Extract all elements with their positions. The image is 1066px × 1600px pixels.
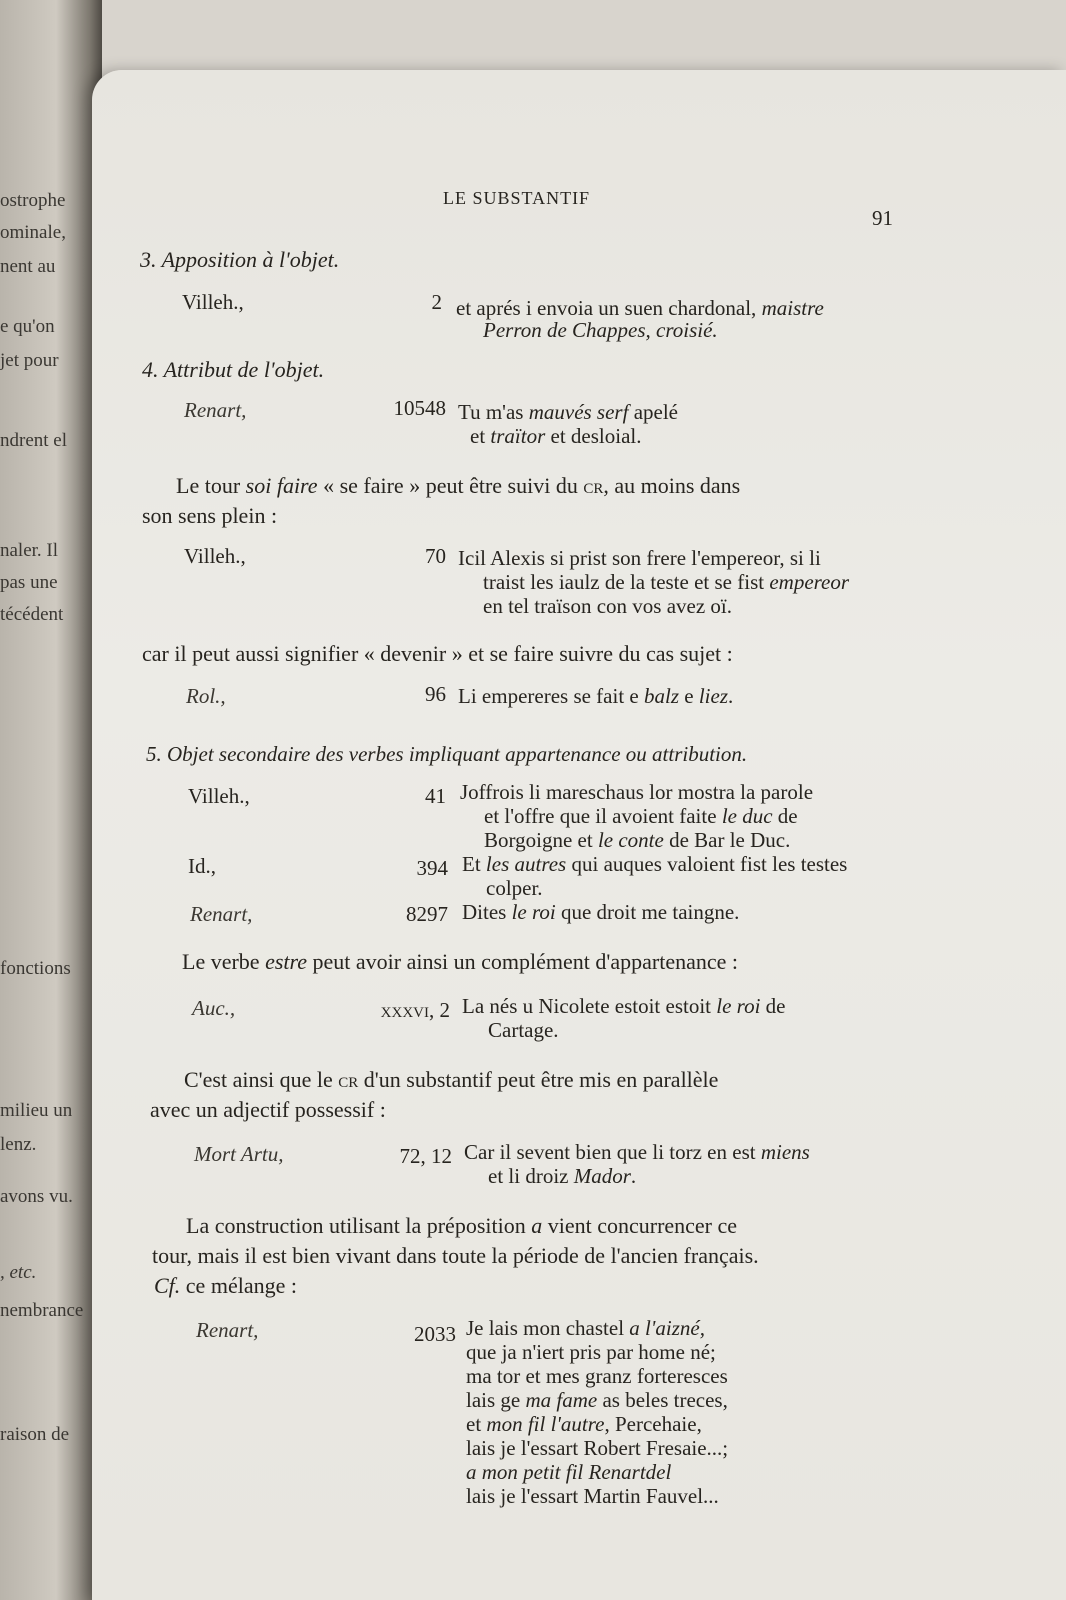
page-number: 91 — [872, 206, 893, 230]
prev-page-fragment: ominale, — [0, 222, 66, 243]
example-line: La nés u Nicolete estoit estoit le roi de — [462, 994, 786, 1018]
example-line: Et les autres qui auques valoient fist les testes — [462, 852, 848, 876]
example-source: Villeh., — [188, 784, 250, 808]
example-line: colper. — [486, 876, 543, 900]
prev-page-fragment: nembrance — [0, 1300, 84, 1321]
body-text-line: C'est ainsi que le cr d'un substantif peut être mis en parallèle — [184, 1067, 719, 1092]
example-reference: xxxvi, 2 — [380, 998, 450, 1022]
example-reference: 394 — [416, 856, 448, 880]
poem-line: lais je l'essart Martin Fauvel... — [466, 1484, 719, 1508]
poem-line: Je lais mon chastel a l'aizné, — [466, 1316, 705, 1340]
example-source: Renart, — [196, 1318, 259, 1342]
example-line: Cartage. — [488, 1018, 559, 1042]
poem-line: lais je l'essart Robert Fresaie...; — [466, 1436, 729, 1460]
example-line: Dites le roi que droit me taingne. — [462, 900, 740, 924]
example-reference: 96 — [425, 682, 446, 706]
example-line: et aprés i envoia un suen chardonal, maistre — [456, 296, 824, 320]
example-source: Auc., — [192, 996, 236, 1020]
prev-page-fragment: ostrophe — [0, 190, 66, 211]
example-reference: 8297 — [406, 902, 448, 926]
running-header: LE SUBSTANTIF — [443, 188, 591, 208]
prev-page-fragment: e qu'on — [0, 316, 55, 337]
poem-line: que ja n'iert pris par home né; — [466, 1340, 716, 1364]
body-text-line: car il peut aussi signifier « devenir » et se faire suivre du cas sujet : — [142, 641, 733, 666]
example-reference: 72, 12 — [399, 1144, 452, 1168]
prev-page-fragment: naler. Il — [0, 540, 59, 561]
poem-line: ma tor et mes granz forteresces — [466, 1364, 728, 1388]
prev-page-fragment: técédent — [0, 604, 64, 625]
example-line: Perron de Chappes, croisié. — [483, 318, 718, 342]
example-line: Icil Alexis si prist son frere l'empereor, si li — [458, 546, 821, 570]
prev-page-fragment: jet pour — [0, 350, 59, 371]
prev-page-fragment: nent au — [0, 256, 56, 277]
prev-page-fragment: avons vu. — [0, 1186, 73, 1207]
prev-page-fragment: lenz. — [0, 1134, 37, 1155]
body-text-line: avec un adjectif possessif : — [150, 1097, 386, 1122]
poem-line: et mon fil l'autre, Percehaie, — [466, 1412, 702, 1436]
example-reference: 70 — [425, 544, 446, 568]
body-text-line: son sens plein : — [142, 503, 278, 528]
example-line: et traïtor et desloial. — [470, 424, 642, 448]
body-text-line: Le verbe estre peut avoir ainsi un complément d'appartenance : — [182, 949, 738, 974]
example-line: traist les iaulz de la teste et se fist empereor — [483, 570, 850, 594]
prev-page-fragment: pas une — [0, 572, 58, 593]
poem-line: a mon petit fil Renartdel — [466, 1460, 672, 1484]
example-line: Joffrois li mareschaus lor mostra la parole — [460, 780, 814, 804]
body-text-line: La construction utilisant la préposition a vient concurrencer ce — [186, 1213, 738, 1238]
section-heading: 3. Apposition à l'objet. — [140, 247, 340, 272]
example-source: Id., — [188, 854, 216, 878]
poem-line: lais ge ma fame as beles treces, — [466, 1388, 728, 1412]
example-source: Villeh., — [184, 544, 246, 568]
previous-page-edge — [0, 0, 102, 1600]
prev-page-fragment: , etc. — [0, 1262, 37, 1283]
example-source: Renart, — [190, 902, 253, 926]
prev-page-fragment: ndrent el — [0, 430, 68, 451]
body-text-line: Le tour soi faire « se faire » peut être suivi du cr, au moins dans — [176, 473, 741, 498]
example-line: Car il sevent bien que li torz en est miens — [464, 1140, 810, 1164]
example-line: et li droiz Mador. — [488, 1164, 637, 1188]
example-line: et l'offre que il avoient faite le duc de — [484, 804, 798, 828]
example-source: Mort Artu, — [194, 1142, 284, 1166]
example-line: Tu m'as mauvés serf apelé — [458, 400, 678, 424]
section-heading: 4. Attribut de l'objet. — [142, 357, 325, 382]
example-reference: 2 — [431, 290, 442, 314]
example-source: Rol., — [186, 684, 226, 708]
prev-page-fragment: milieu un — [0, 1100, 73, 1121]
example-reference: 10548 — [393, 396, 446, 420]
example-line: Li empereres se fait e balz e liez. — [458, 684, 734, 708]
example-source: Renart, — [184, 398, 247, 422]
prev-page-fragment: fonctions — [0, 958, 71, 979]
prev-page-fragment: raison de — [0, 1424, 70, 1445]
example-reference: 2033 — [414, 1322, 456, 1346]
example-reference: 41 — [425, 784, 446, 808]
example-source: Villeh., — [182, 290, 244, 314]
body-text-line: tour, mais il est bien vivant dans toute la période de l'ancien français. — [152, 1243, 759, 1268]
section-heading: 5. Objet secondaire des verbes impliquant appartenance ou attribution. — [146, 742, 748, 766]
example-line: en tel traïson con vos avez oï. — [483, 594, 733, 618]
example-line: Borgoigne et le conte de Bar le Duc. — [484, 828, 791, 852]
body-text-line: Cf. ce mélange : — [154, 1273, 297, 1298]
